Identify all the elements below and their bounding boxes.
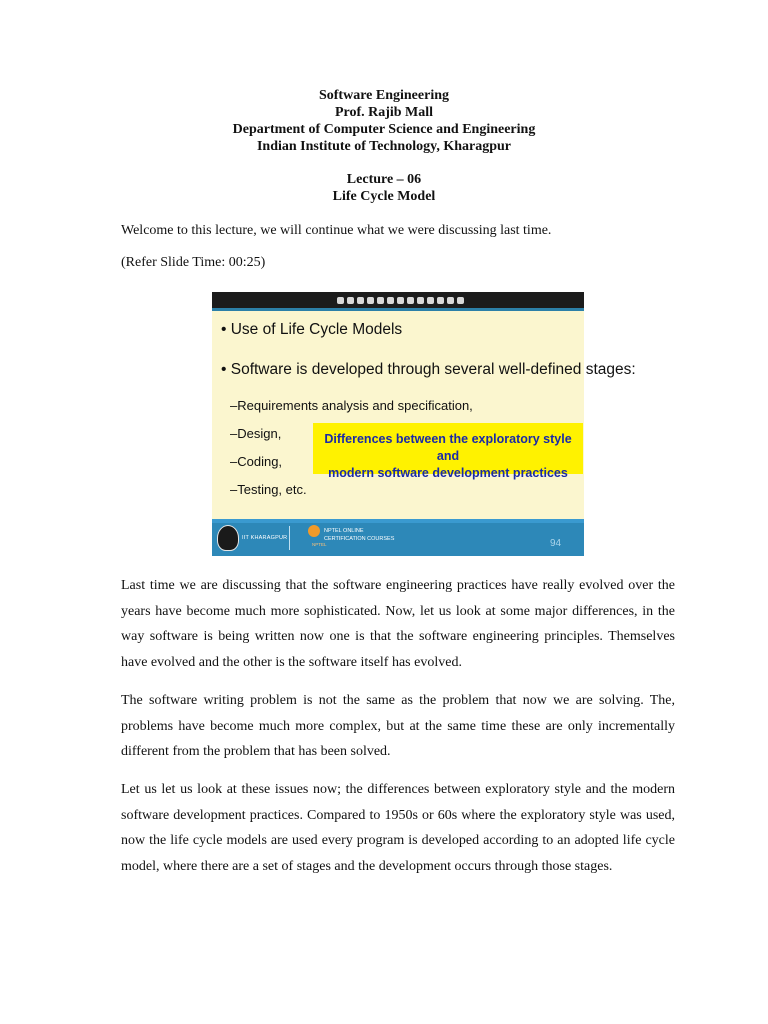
- nptel-tag: NPTEL: [312, 542, 327, 547]
- arrow-icon: [347, 297, 354, 304]
- iit-logo-icon: [217, 525, 239, 551]
- shape-icon: [387, 297, 394, 304]
- institute-name: Indian Institute of Technology, Kharagpur: [256, 139, 511, 154]
- callout-line-2: modern software development practices: [328, 466, 568, 480]
- slide-top-band: [212, 308, 584, 311]
- instructor-name: Prof. Rajib Mall: [334, 105, 434, 120]
- eraser-icon: [377, 297, 384, 304]
- nptel-label-line-2: CERTIFICATION COURSES: [324, 536, 395, 542]
- iit-kharagpur-label: IIT KHARAGPUR: [242, 535, 288, 541]
- slide-footer-strip: [212, 519, 584, 523]
- slide-top-bar: [212, 292, 584, 308]
- callout-line-1: Differences between the exploratory style and: [324, 432, 572, 463]
- document-header: [0, 87, 768, 155]
- text-icon: [397, 297, 404, 304]
- slide-sub-testing: –Testing, etc.: [230, 482, 307, 497]
- slide-sub-design: –Design,: [230, 426, 282, 441]
- nptel-logo-icon: [308, 525, 320, 537]
- slide-bullet-stages: • Software is developed through several well-defined stages:: [221, 361, 636, 378]
- lecture-title: Life Cycle Model: [332, 189, 436, 204]
- line-icon: [407, 297, 414, 304]
- slide-bullet-life-cycle: • Use of Life Cycle Models: [221, 321, 403, 338]
- lecture-heading: [0, 171, 768, 205]
- nptel-label-line-1: NPTEL ONLINE: [324, 528, 364, 534]
- slide-page-number: 94: [550, 538, 562, 549]
- footer-divider: [289, 526, 290, 550]
- intro-text: Welcome to this lecture, we will continue what we were discussing last time.: [121, 223, 552, 238]
- lecture-slide-image: [212, 292, 636, 556]
- slide-toolbar: [337, 293, 464, 307]
- lecture-number: Lecture – 06: [346, 172, 422, 187]
- nptel-label: [324, 527, 394, 543]
- settings-icon: [457, 297, 464, 304]
- clear-icon: [447, 297, 454, 304]
- department-name: Department of Computer Science and Engineering: [232, 122, 536, 137]
- paragraph-1: Last time we are discussing that the software engineering practices have really evolved over the years have become much more sophisticated. Now, let us look at some major differences, in the way software is being written now one is that the software engineering principles. Themselves have evolved and the other is the software itself has evolved.: [121, 578, 675, 670]
- slide-callout: [313, 423, 583, 480]
- redo-icon: [427, 297, 434, 304]
- paragraph-3: Let us let us look at these issues now; the differences between exploratory style and the modern software development practices. Compared to 1950s or 60s where the exploratory style was used, now the life cycle models are used every program is developed according to an adopted life cycle model, where there are a set of stages and the development occurs through those stages.: [121, 782, 675, 874]
- paragraph-2: The software writing problem is not the same as the problem that now we are solving. The, problems have become much more complex, but at the same time these are only incrementally different from the problem that has been solved.: [121, 693, 675, 759]
- course-title: Software Engineering: [318, 88, 449, 103]
- highlighter-icon: [367, 297, 374, 304]
- undo-icon: [417, 297, 424, 304]
- color-icon: [437, 297, 444, 304]
- slide-sub-coding: –Coding,: [230, 454, 283, 469]
- pen-icon: [357, 297, 364, 304]
- slide-time-reference: (Refer Slide Time: 00:25): [121, 255, 266, 270]
- pointer-icon: [337, 297, 344, 304]
- slide-sub-requirements: –Requirements analysis and specification,: [230, 398, 473, 413]
